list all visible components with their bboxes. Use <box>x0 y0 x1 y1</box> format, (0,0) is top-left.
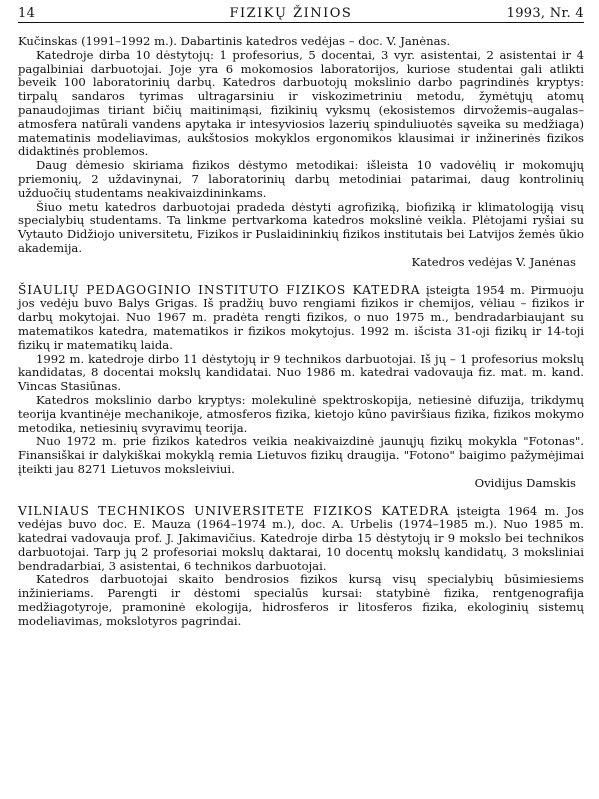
signature: Ovidijus Damskis <box>474 475 576 490</box>
paragraph: Nuo 1972 m. prie fizikos katedros veikia neakivaizdinė jaunųjų fizikų mokykla "Fotonas". Finansiškai ir dalykiškai mokyklą remia Lietuvos fizikų draugija. "Fotono" baigimo pažymėjimai įteikti jau 8271 Lietuvos moksleiviui. <box>18 434 584 476</box>
paragraph-text: įsteigta 1964 m. Jos vedėjas buvo doc. E. Mauza (1964–1974 m.), doc. A. Urbelis (1974–1985 m.). Nuo 1985 m. katedrai vadovauja prof. J. Jakimavičius. Katedroje dirba 15 dėstytojų ir 9 mokslo bei technikos darbuotojai. Tarp jų 2 profesoriai mokslų daktarai, 10 docentų mokslų kandidatų, 3 moksliniai bendradarbiai, 3 asistentai, 6 technikos darbuotojai. <box>18 503 584 573</box>
section-kaunas-continued <box>18 35 584 270</box>
section-vilnius <box>18 505 584 629</box>
page-header <box>18 6 584 23</box>
journal-page <box>18 6 584 629</box>
paragraph-text: įsteigta 1954 m. Pirmuoju jos vedėju buvo Balys Grigas. Iš pradžių buvo rengiami fizikos ir chemijos, vėliau – fizikos ir darbų mokytojai. Nuo 1967 m. pradėta rengti fizikos, o nuo 1975 m., bendradarbiaujant su matematikos katedra, matematikos ir fizikos mokytojus. 1992 m. išcista 31-oji fizikų ir 14-toji fizikų ir matematikų laida. <box>18 282 585 352</box>
section-heading: ŠIAULIŲ PEDAGOGINIO INSTITUTO FIZIKOS KATEDRA <box>18 282 421 297</box>
paragraph: Katedros darbuotojai skaito bendrosios fizikos kursą visų specialybių būsimiesiems inžinieriams. Parengti ir dėstomi specialūs kursai: statybinė fizika, rentgenografija medžiagotyroje, pramoninė ekologija, hidrosferos ir litosferos fizika, ekologinių sistemų modeliavimas, mokslotyros pagrindai. <box>18 572 584 628</box>
paragraph-with-heading <box>18 284 584 353</box>
issue-number: 1993, Nr. 4 <box>506 6 584 21</box>
journal-title: FIZIKŲ ŽINIOS <box>229 6 353 21</box>
paragraph: Katedroje dirba 10 dėstytojų: 1 profesorius, 5 docentai, 3 vyr. asistentai, 2 asistentai ir 4 pagalbiniai darbuotojai. Joje yra 6 mokomosios laboratorijos, kuriose studentai gali atlikti beveik 100 laboratorinių darbų. Katedros darbuotojų mokslinio darbo pagrindinės kryptys: tirpalų sandaros tyrimas ultragarsiniu ir viskozimetriniu metodu, žymėtųjų atomų panaudojimas tiriant bičių maitinimąsi, fizikinių vyksmų (ekosistemos dirvožemis–augalas–atmosfera natūrali vandens apytaka ir intesyviosios lazerių spinduliuotės sąveika su medžiaga) matematinis modeliavimas, aukštosios mokyklos ergonomikos klausimai ir inžinerinės fizikos didaktinės problemos. <box>18 47 584 159</box>
section-siauliai <box>18 284 584 491</box>
paragraph-with-heading <box>18 505 584 574</box>
signature: Katedros vedėjas V. Janėnas <box>411 254 576 269</box>
paragraph: Katedros mokslinio darbo kryptys: molekulinė spektroskopija, netiesinė difuzija, trikdymų teorija kvantinėje mechanikoje, atmosferos fizika, kietojo kūno paviršiaus fizika, fizikos mokymo metodika, netiesinių svyravimų teorija. <box>18 392 584 435</box>
section-heading: VILNIAUS TECHNIKOS UNIVERSITETE FIZIKOS KATEDRA <box>18 503 450 518</box>
page-number: 14 <box>18 6 36 21</box>
paragraph: Šiuo metu katedros darbuotojai pradeda dėstyti agrofiziką, biofiziką ir klimatologiją visų specialybių studentams. Ta linkme pertvarkoma katedros mokslinė veikla. Plėtojami ryšiai su Vytauto Didžiojo universitetu, Fizikos ir Puslaidininkių fizikos institutais bei Latvijos žemės ūkio akademija. <box>18 199 584 255</box>
paragraph: Daug dėmesio skiriama fizikos dėstymo metodikai: išleista 10 vadovėlių ir mokomųjų priemonių, 2 uždavinynai, 7 laboratorinių darbų metodiniai patarimai, daug kontrolinių užduočių studentams neakivaizdininkams. <box>18 158 584 200</box>
paragraph: Kučinskas (1991–1992 m.). Dabartinis katedros vedėjas – doc. V. Janėnas. <box>18 34 451 48</box>
paragraph: 1992 m. katedroje dirbo 11 dėstytojų ir 9 technikos darbuotojai. Iš jų – 1 profesorius mokslų kandidatas, 8 docentai mokslų kandidatai. Nuo 1986 m. katedrai vadovauja fiz. mat. m. kand. Vincas Stasiūnas. <box>18 351 584 394</box>
